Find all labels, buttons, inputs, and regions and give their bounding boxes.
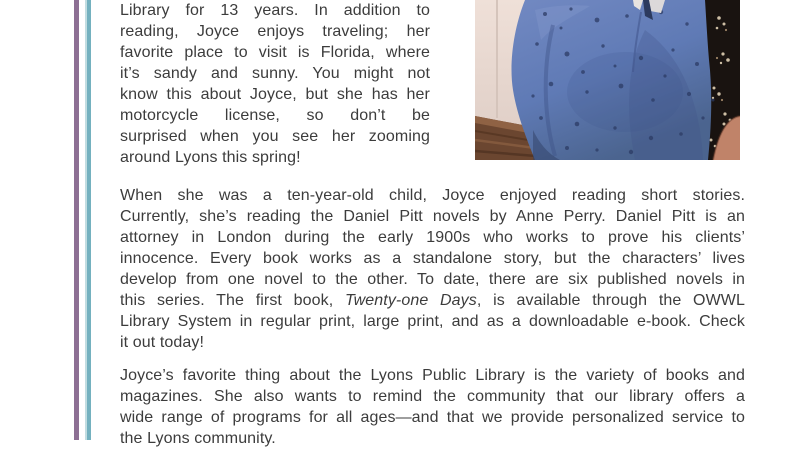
text-line: Currently, she’s reading the Daniel Pitt novels by Anne Perry. Daniel Pitt is an — [120, 208, 745, 225]
book-title: Twenty-one Days — [344, 292, 477, 309]
accent-line-teal — [87, 0, 91, 440]
joyce-photo-image — [475, 0, 740, 160]
text-line: Joyce’s favorite thing about the Lyons Public Library is the variety of books and — [120, 367, 745, 384]
text-line: attorney in London during the early 1900s who works to prove his clients’ — [120, 229, 745, 246]
article-paragraph-library — [120, 365, 745, 449]
text-line: around Lyons this spring! — [120, 149, 301, 166]
text-segment: , is available through the OWWL — [476, 292, 745, 309]
text-line: surprised when you see her zooming — [120, 128, 430, 145]
text-line: favorite place to visit is Florida, where — [120, 44, 430, 61]
joyce-photo — [475, 0, 740, 160]
article-paragraph-reading — [120, 185, 745, 353]
text-line: it’s sandy and sunny. You might not — [120, 65, 430, 82]
text-line: it out today! — [120, 334, 205, 351]
accent-line-purple — [74, 0, 79, 440]
text-segment: this series. The first book, — [120, 292, 345, 309]
text-line: develop from one novel to the other. To date, there are six published novels in — [120, 271, 745, 288]
text-line: When she was a ten-year-old child, Joyce enjoyed reading short stories. — [120, 187, 745, 204]
article-paragraph-intro — [120, 0, 430, 168]
text-line-with-book-title — [120, 290, 745, 311]
text-line: motorcycle license, so don’t be — [120, 107, 430, 124]
text-line: reading, Joyce enjoys traveling; her — [120, 23, 430, 40]
text-line: magazines. She also wants to remind the community that our library offers a — [120, 388, 745, 405]
text-line: the Lyons community. — [120, 430, 276, 447]
text-line: innocence. Every book works as a standalone story, but the characters’ lives — [120, 250, 745, 267]
article-body — [120, 185, 745, 449]
text-line: know this about Joyce, but she has her — [120, 86, 430, 103]
text-line: Library System in regular print, large print, and as a downloadable e-book. Check — [120, 313, 745, 330]
text-line: wide range of programs for all ages—and that we provide personalized service to — [120, 409, 745, 426]
text-line: Library for 13 years. In addition to — [120, 2, 430, 19]
photo-person-blue-top — [512, 0, 715, 160]
